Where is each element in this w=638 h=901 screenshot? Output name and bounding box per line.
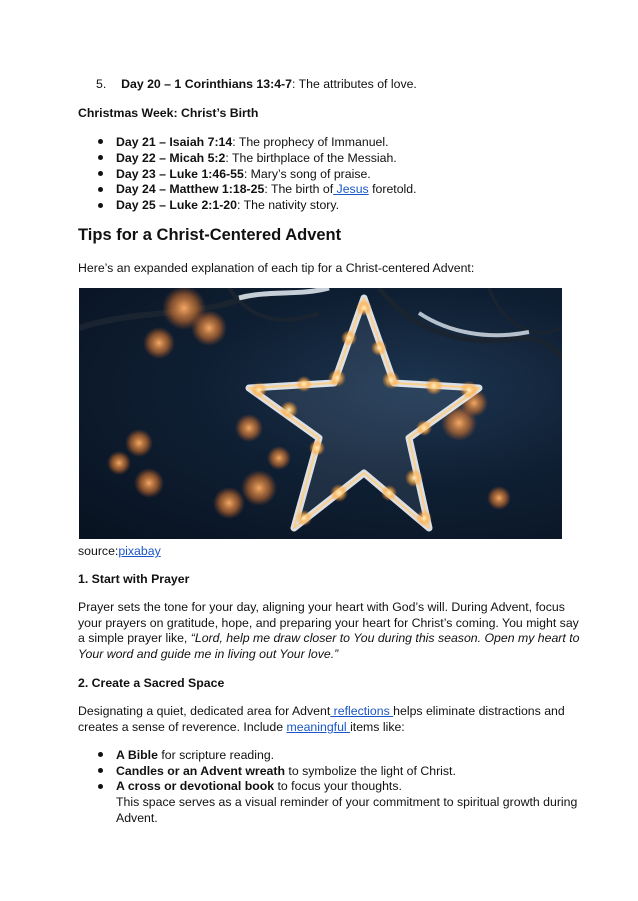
scripture-ref: Day 25 – Luke 2:1-20 xyxy=(116,198,237,212)
tip-2-paragraph-line xyxy=(78,719,405,735)
list-item-bible xyxy=(116,747,274,763)
list-item-day-25 xyxy=(116,197,339,213)
prayer-quote: “Lord, help me draw closer to You during this season. Open my heart to xyxy=(190,631,580,645)
item-text: to focus your thoughts. xyxy=(274,779,402,793)
jesus-link[interactable]: Jesus xyxy=(333,182,369,196)
list-item-day-21 xyxy=(116,134,389,150)
list-number: 5. xyxy=(96,77,107,91)
meaningful-link[interactable]: meaningful xyxy=(286,720,351,734)
scripture-desc: : The birthplace of the Messiah. xyxy=(225,151,397,165)
scripture-ref: Day 24 – Matthew 1:18-25 xyxy=(116,182,265,196)
bullet xyxy=(98,203,103,208)
item-bold: A cross or devotional book xyxy=(116,779,275,793)
list-item-day-24 xyxy=(116,181,417,197)
scripture-desc: : The birth of xyxy=(264,182,334,196)
scripture-desc: : The prophecy of Immanuel. xyxy=(232,135,389,149)
tip-1-heading: 1. Start with Prayer xyxy=(78,572,190,586)
tip-2-text: Designating a quiet, dedicated area for Advent xyxy=(78,704,331,718)
scripture-desc: : The attributes of love. xyxy=(291,77,417,91)
list-item-continuation: This space serves as a visual reminder of your commitment to spiritual growth during xyxy=(116,795,578,809)
christmas-week-heading: Christmas Week: Christ’s Birth xyxy=(78,106,259,120)
prayer-quote-end: Your word and guide me in living out Your love.” xyxy=(78,647,339,661)
tip-2-text: helps eliminate distractions and xyxy=(393,704,565,718)
scripture-ref: Day 22 – Micah 5:2 xyxy=(116,151,226,165)
advent-star-photo xyxy=(79,288,562,539)
bullet xyxy=(98,155,103,160)
tip-2-heading: 2. Create a Sacred Space xyxy=(78,676,225,690)
item-text: for scripture reading. xyxy=(157,748,275,762)
scripture-desc: : Mary’s song of praise. xyxy=(243,167,371,181)
bullet xyxy=(98,139,103,144)
scripture-ref: Day 21 – Isaiah 7:14 xyxy=(116,135,233,149)
tip-2-paragraph-line xyxy=(78,703,565,719)
list-item-cross xyxy=(116,778,402,794)
list-item-continuation: Advent. xyxy=(116,811,158,825)
source-label: source: xyxy=(78,544,119,558)
tip-1-paragraph-line xyxy=(78,630,579,646)
reflections-link[interactable]: reflections xyxy=(330,704,394,718)
tip-1-paragraph-line: your prayers on gratitude, hope, and preparing your heart for Christ’s coming. You might say xyxy=(78,616,579,630)
item-bold: Candles or an Advent wreath xyxy=(116,764,286,778)
list-item-day-23 xyxy=(116,166,371,182)
bullet xyxy=(98,171,103,176)
list-item-day-22 xyxy=(116,150,397,166)
bullet xyxy=(98,768,103,773)
bullet xyxy=(98,752,103,757)
bullet xyxy=(98,187,103,192)
star-lights-illustration xyxy=(79,288,562,539)
tip-1-text: a simple prayer like, xyxy=(78,631,191,645)
list-item-candles xyxy=(116,763,456,779)
scripture-desc: : The nativity story. xyxy=(237,198,340,212)
list-item-day-20 xyxy=(96,76,417,92)
tip-2-text: items like: xyxy=(350,720,405,734)
scripture-ref: Day 23 – Luke 1:46-55 xyxy=(116,167,244,181)
tip-1-paragraph-line: Prayer sets the tone for your day, aligning your heart with God’s will. During Advent, focus xyxy=(78,600,565,614)
tip-1-paragraph-line xyxy=(78,646,338,662)
scripture-ref: Day 20 – 1 Corinthians 13:4-7 xyxy=(121,77,292,91)
item-bold: A Bible xyxy=(116,748,158,762)
scripture-desc-end: foretold. xyxy=(368,182,417,196)
image-source-caption xyxy=(78,543,161,559)
item-text: to symbolize the light of Christ. xyxy=(285,764,456,778)
tip-2-text: creates a sense of reverence. Include xyxy=(78,720,287,734)
tips-heading: Tips for a Christ-Centered Advent xyxy=(78,226,342,244)
pixabay-link[interactable]: pixabay xyxy=(118,544,161,558)
tips-intro: Here’s an expanded explanation of each tip for a Christ-centered Advent: xyxy=(78,261,475,275)
bullet xyxy=(98,784,103,789)
